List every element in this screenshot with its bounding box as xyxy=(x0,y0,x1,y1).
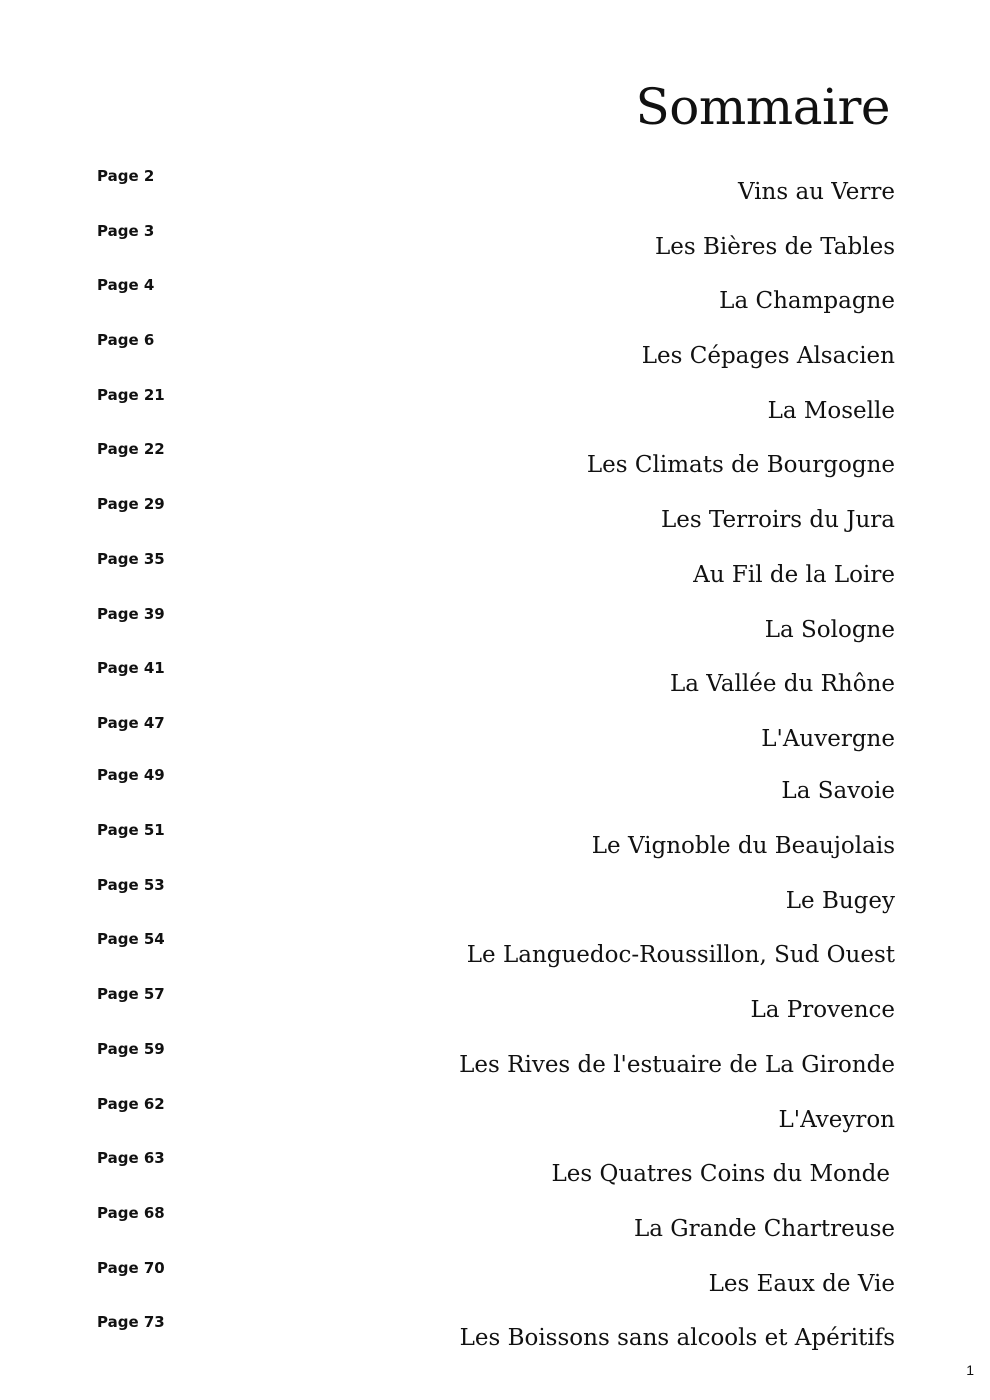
toc-page-ref: Page 49 xyxy=(97,766,165,784)
toc-entry xyxy=(0,167,990,221)
toc-section-title: Au Fil de la Loire xyxy=(693,562,895,588)
toc-section-title: La Provence xyxy=(750,997,895,1023)
toc-page-ref: Page 51 xyxy=(97,821,165,839)
toc-entry xyxy=(0,876,990,930)
toc-entry xyxy=(0,550,990,604)
toc-section-title: La Sologne xyxy=(764,617,895,643)
toc-page-ref: Page 4 xyxy=(97,276,155,294)
toc-entry xyxy=(0,1204,990,1258)
toc-page-ref: Page 47 xyxy=(97,714,165,732)
toc-section-title: L'Auvergne xyxy=(761,726,895,752)
toc-entry xyxy=(0,930,990,984)
toc-section-title: Le Vignoble du Beaujolais xyxy=(591,833,895,859)
toc-page-ref: Page 62 xyxy=(97,1095,165,1113)
toc-entry xyxy=(0,659,990,713)
toc-page-ref: Page 2 xyxy=(97,167,155,185)
toc-page-ref: Page 35 xyxy=(97,550,165,568)
toc-section-title: Les Rives de l'estuaire de La Gironde xyxy=(459,1052,895,1078)
toc-section-title: Les Eaux de Vie xyxy=(708,1271,895,1297)
toc-section-title: L'Aveyron xyxy=(778,1107,895,1133)
toc-page-ref: Page 3 xyxy=(97,222,155,240)
toc-entry xyxy=(0,1040,990,1094)
toc-entry xyxy=(0,766,990,820)
page-title: Sommaire xyxy=(635,78,890,136)
toc-entry xyxy=(0,1313,990,1367)
toc-page-ref: Page 59 xyxy=(97,1040,165,1058)
toc-section-title: Le Bugey xyxy=(785,888,895,914)
toc-section-title: Les Climats de Bourgogne xyxy=(586,452,895,478)
toc-entry xyxy=(0,1149,990,1203)
toc-page-ref: Page 21 xyxy=(97,386,165,404)
toc-page-ref: Page 63 xyxy=(97,1149,165,1167)
toc-entry xyxy=(0,821,990,875)
toc-page-ref: Page 6 xyxy=(97,331,155,349)
toc-entry xyxy=(0,1095,990,1149)
toc-page-ref: Page 57 xyxy=(97,985,165,1003)
toc-section-title: Le Languedoc-Roussillon, Sud Ouest xyxy=(466,942,895,968)
toc-entry xyxy=(0,495,990,549)
toc-section-title: La Vallée du Rhône xyxy=(669,671,895,697)
toc-entry xyxy=(0,276,990,330)
toc-section-title: Vins au Verre xyxy=(737,179,895,205)
toc-section-title: Les Boissons sans alcools et Apéritifs xyxy=(459,1325,895,1351)
toc-section-title: La Champagne xyxy=(719,288,895,314)
toc-entry xyxy=(0,331,990,385)
toc-entry xyxy=(0,440,990,494)
toc-section-title: La Moselle xyxy=(767,398,895,424)
toc-page-ref: Page 73 xyxy=(97,1313,165,1331)
toc-entry xyxy=(0,386,990,440)
toc-section-title: Les Bières de Tables xyxy=(655,234,895,260)
toc-entry xyxy=(0,985,990,1039)
toc-section-title: Les Cépages Alsacien xyxy=(641,343,895,369)
toc-entry xyxy=(0,714,990,768)
toc-page-ref: Page 54 xyxy=(97,930,165,948)
toc-entry xyxy=(0,1259,990,1313)
toc-section-title: Les Quatres Coins du Monde xyxy=(551,1161,890,1187)
toc-page-ref: Page 22 xyxy=(97,440,165,458)
toc-page-ref: Page 53 xyxy=(97,876,165,894)
toc-section-title: La Savoie xyxy=(781,778,895,804)
toc-section-title: Les Terroirs du Jura xyxy=(660,507,895,533)
toc-page-ref: Page 68 xyxy=(97,1204,165,1222)
toc-page-ref: Page 39 xyxy=(97,605,165,623)
page-number: 1 xyxy=(966,1362,974,1378)
toc-section-title: La Grande Chartreuse xyxy=(633,1216,895,1242)
toc-entry xyxy=(0,605,990,659)
toc-page-ref: Page 70 xyxy=(97,1259,165,1277)
toc-page-ref: Page 41 xyxy=(97,659,165,677)
toc-page-ref: Page 29 xyxy=(97,495,165,513)
toc-entry xyxy=(0,222,990,276)
